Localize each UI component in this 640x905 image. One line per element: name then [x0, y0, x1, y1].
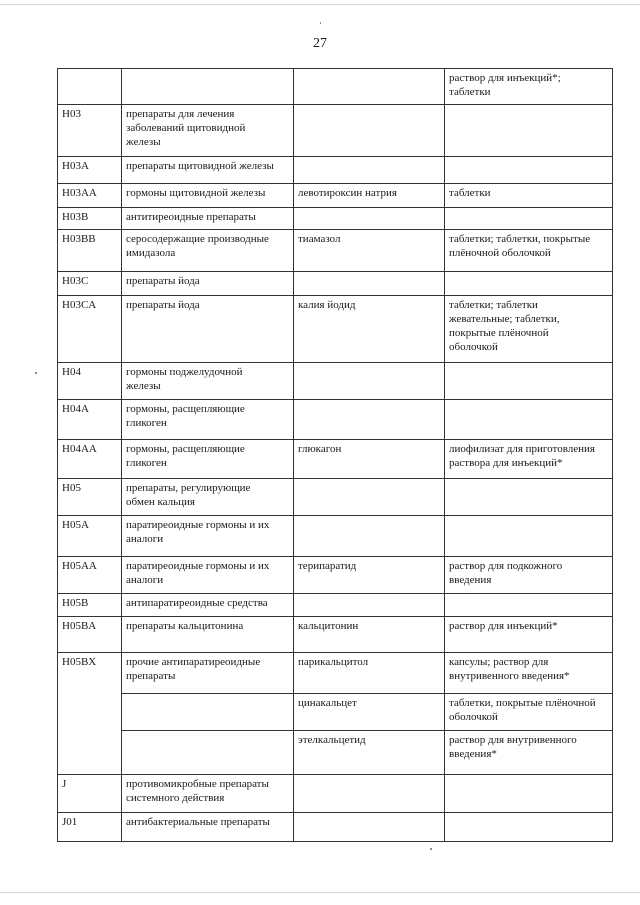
- drug-name-cell: парикальцитол: [294, 653, 445, 694]
- drug-name-cell: [294, 775, 445, 813]
- table-row: [58, 69, 613, 105]
- dosage-form-cell: раствор для подкожного введения: [445, 557, 613, 594]
- atc-code-cell: H04: [58, 363, 122, 400]
- scan-edge-bottom: [0, 892, 640, 893]
- dosage-form-cell: [445, 813, 613, 842]
- anatomical-group-cell: [122, 694, 294, 731]
- anatomical-group-cell: антибактериальные препараты: [122, 813, 294, 842]
- table-row: [58, 184, 613, 208]
- dosage-form-cell: таблетки; таблетки жевательные; таблетки, покрытые плёночной оболочкой: [445, 296, 613, 363]
- drug-name-cell: [294, 208, 445, 230]
- atc-code-cell: H03A: [58, 157, 122, 184]
- table-row: [58, 694, 613, 731]
- atc-code-cell: H03AA: [58, 184, 122, 208]
- anatomical-group-cell: препараты кальцитонина: [122, 617, 294, 653]
- table-row: [58, 208, 613, 230]
- dosage-form-cell: таблетки: [445, 184, 613, 208]
- atc-code-cell: H05AA: [58, 557, 122, 594]
- dosage-form-cell: [445, 208, 613, 230]
- anatomical-group-cell: противомикробные препараты системного действия: [122, 775, 294, 813]
- atc-code-cell: H05BA: [58, 617, 122, 653]
- anatomical-group-cell: препараты, регулирующие обмен кальция: [122, 479, 294, 516]
- table-row: [58, 440, 613, 479]
- drug-name-cell: [294, 69, 445, 105]
- atc-code-cell: H05B: [58, 594, 122, 617]
- dosage-form-cell: [445, 105, 613, 157]
- table-row: [58, 363, 613, 400]
- atc-code-cell: H04AA: [58, 440, 122, 479]
- dosage-form-cell: [445, 516, 613, 557]
- anatomical-group-cell: гормоны, расщепляющие гликоген: [122, 440, 294, 479]
- drug-name-cell: [294, 363, 445, 400]
- table-row: [58, 557, 613, 594]
- scan-dot: [320, 22, 321, 24]
- atc-code-cell: H05: [58, 479, 122, 516]
- table-row: [58, 296, 613, 363]
- dosage-form-cell: [445, 775, 613, 813]
- dosage-form-cell: [445, 157, 613, 184]
- drug-name-cell: [294, 516, 445, 557]
- table-row: [58, 617, 613, 653]
- scan-edge-top: [0, 4, 640, 5]
- anatomical-group-cell: [122, 69, 294, 105]
- atc-code-cell: H03C: [58, 272, 122, 296]
- anatomical-group-cell: прочие антипаратиреоидные препараты: [122, 653, 294, 694]
- drug-name-cell: [294, 813, 445, 842]
- dosage-form-cell: раствор для инъекций*: [445, 617, 613, 653]
- drug-name-cell: [294, 594, 445, 617]
- anatomical-group-cell: гормоны поджелудочной железы: [122, 363, 294, 400]
- table-row: [58, 157, 613, 184]
- drug-name-cell: [294, 272, 445, 296]
- atc-code-cell: H03CA: [58, 296, 122, 363]
- anatomical-group-cell: паратиреоидные гормоны и их аналоги: [122, 557, 294, 594]
- table-row: [58, 479, 613, 516]
- scan-dot: [35, 372, 37, 374]
- anatomical-group-cell: препараты щитовидной железы: [122, 157, 294, 184]
- table-row: [58, 105, 613, 157]
- drug-name-cell: терипаратид: [294, 557, 445, 594]
- drug-name-cell: [294, 105, 445, 157]
- anatomical-group-cell: препараты йода: [122, 296, 294, 363]
- table-row: [58, 653, 613, 694]
- anatomical-group-cell: препараты йода: [122, 272, 294, 296]
- table-body: [58, 69, 613, 842]
- drug-name-cell: [294, 400, 445, 440]
- table-row: [58, 230, 613, 272]
- page-number: 27: [313, 36, 327, 51]
- anatomical-group-cell: гормоны щитовидной железы: [122, 184, 294, 208]
- atc-code-cell: H05A: [58, 516, 122, 557]
- drug-name-cell: цинакальцет: [294, 694, 445, 731]
- drug-name-cell: тиамазол: [294, 230, 445, 272]
- dosage-form-cell: таблетки; таблетки, покрытые плёночной оболочкой: [445, 230, 613, 272]
- table-row: [58, 400, 613, 440]
- table-row: [58, 775, 613, 813]
- table-row: [58, 731, 613, 775]
- atc-code-cell: H03BB: [58, 230, 122, 272]
- anatomical-group-cell: паратиреоидные гормоны и их аналоги: [122, 516, 294, 557]
- dosage-form-cell: раствор для внутривенного введения*: [445, 731, 613, 775]
- dosage-form-cell: [445, 479, 613, 516]
- table-row: [58, 813, 613, 842]
- table-row: [58, 516, 613, 557]
- atc-code-cell: [58, 69, 122, 105]
- atc-code-cell: H04A: [58, 400, 122, 440]
- anatomical-group-cell: серосодержащие производные имидазола: [122, 230, 294, 272]
- dosage-form-cell: раствор для инъекций*; таблетки: [445, 69, 613, 105]
- dosage-form-cell: капсулы; раствор для внутривенного введения*: [445, 653, 613, 694]
- atc-code-cell: H03: [58, 105, 122, 157]
- table-row: [58, 272, 613, 296]
- dosage-form-cell: таблетки, покрытые плёночной оболочкой: [445, 694, 613, 731]
- atc-code-cell: H05BX: [58, 653, 122, 775]
- scan-dot: [430, 848, 432, 850]
- atc-code-cell: J01: [58, 813, 122, 842]
- anatomical-group-cell: препараты для лечения заболеваний щитовидной железы: [122, 105, 294, 157]
- dosage-form-cell: лиофилизат для приготовления раствора для инъекций*: [445, 440, 613, 479]
- drug-name-cell: глюкагон: [294, 440, 445, 479]
- drug-name-cell: кальцитонин: [294, 617, 445, 653]
- drug-name-cell: [294, 479, 445, 516]
- dosage-form-cell: [445, 363, 613, 400]
- table-row: [58, 594, 613, 617]
- dosage-form-cell: [445, 594, 613, 617]
- drug-classification-table: [57, 68, 613, 842]
- anatomical-group-cell: [122, 731, 294, 775]
- atc-code-cell: J: [58, 775, 122, 813]
- drug-name-cell: [294, 157, 445, 184]
- anatomical-group-cell: антитиреоидные препараты: [122, 208, 294, 230]
- dosage-form-cell: [445, 272, 613, 296]
- dosage-form-cell: [445, 400, 613, 440]
- atc-code-cell: H03B: [58, 208, 122, 230]
- anatomical-group-cell: гормоны, расщепляющие гликоген: [122, 400, 294, 440]
- drug-name-cell: этелкальцетид: [294, 731, 445, 775]
- anatomical-group-cell: антипаратиреоидные средства: [122, 594, 294, 617]
- drug-name-cell: левотироксин натрия: [294, 184, 445, 208]
- drug-name-cell: калия йодид: [294, 296, 445, 363]
